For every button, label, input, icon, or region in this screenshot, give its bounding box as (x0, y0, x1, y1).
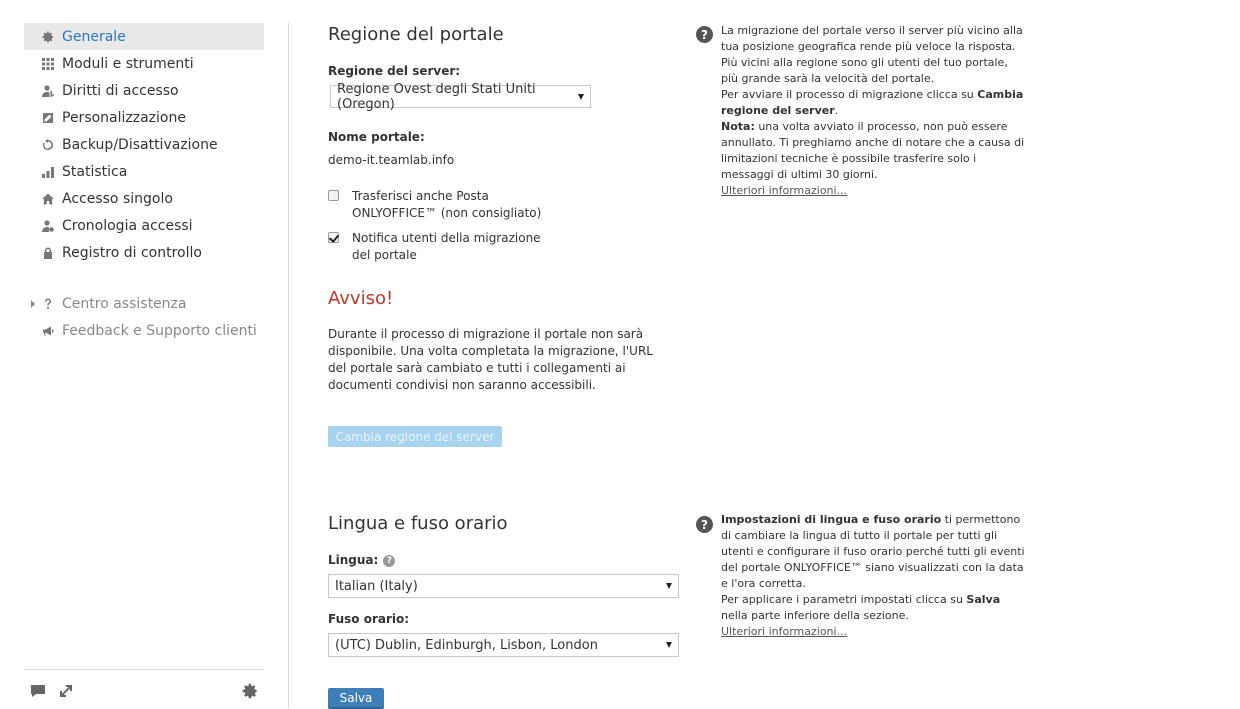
timezone-value: (UTC) Dublin, Edinburgh, Lisbon, London (335, 637, 598, 653)
help-paragraph: Impostazioni di lingua e fuso orario ti permettono di cambiare la lingua di tutto il portale per tutti gli utenti e configurare il fuso orario perché tutti gli eventi del portale ONLYOFFICE™ siano visualizzati con la data e l'ora corretta. (721, 513, 1025, 590)
grid-icon (42, 58, 54, 70)
more-info-link[interactable]: Ulteriori informazioni... (721, 625, 848, 638)
sidebar-item-feedback[interactable] (24, 317, 264, 344)
sidebar-item-generale[interactable] (24, 23, 264, 50)
sidebar-item-label: Feedback e Supporto clienti (62, 322, 257, 339)
language-help-icon[interactable]: ? (383, 555, 395, 567)
settings-gear-icon[interactable] (242, 683, 258, 699)
sidebar-item-statistica[interactable] (24, 158, 264, 185)
sidebar-item-label: Statistica (62, 163, 128, 180)
more-info-link[interactable]: Ulteriori informazioni... (721, 184, 848, 197)
chat-icon[interactable] (30, 683, 46, 699)
help-question-icon: ? (696, 516, 713, 533)
sidebar-item-label: Generale (62, 28, 126, 45)
server-region-label: Regione del server: (328, 64, 461, 78)
sidebar-footer (24, 669, 264, 708)
user-key-icon (42, 85, 54, 97)
portal-name-label: Nome portale: (328, 130, 425, 144)
sidebar-item-diritti[interactable] (24, 77, 264, 104)
sidebar-item-centro-assistenza[interactable] (24, 290, 264, 317)
sidebar-nav (24, 23, 264, 344)
language-value: Italian (Italy) (335, 578, 418, 594)
language-help-panel (721, 512, 1025, 640)
bar-chart-icon (42, 166, 54, 178)
warning-title: Avviso! (328, 288, 394, 309)
sidebar-item-label: Centro assistenza (62, 295, 187, 312)
help-question-icon: ? (696, 26, 713, 43)
lock-icon (42, 247, 54, 259)
language-label: Lingua: ? (328, 553, 395, 567)
help-paragraph: Per avviare il processo di migrazione clicca su Cambia regione del server. (721, 88, 1024, 117)
portal-name-value: demo-it.teamlab.info (328, 153, 455, 167)
sidebar-item-label: Personalizzazione (62, 109, 186, 126)
language-select[interactable] (328, 574, 679, 598)
sidebar-item-label: Diritti di accesso (62, 82, 179, 99)
expand-icon[interactable] (58, 683, 74, 699)
restore-icon (42, 139, 54, 151)
sidebar-item-moduli[interactable] (24, 50, 264, 77)
transfer-mail-label: Trasferisci anche Posta ONLYOFFICE™ (non consigliato) (352, 189, 542, 220)
sidebar-item-label: Backup/Disattivazione (62, 136, 218, 153)
timezone-label: Fuso orario: (328, 612, 410, 626)
notify-users-label: Notifica utenti della migrazione del portale (352, 231, 541, 262)
help-paragraph: La migrazione del portale verso il server più vicino alla tua posizione geografica rende più veloce la risposta. Più vicini alla regione sono gli utenti del tuo portale, più grande sarà la velocità del portale. (721, 24, 1023, 85)
notify-users-option[interactable] (328, 230, 568, 264)
edit-icon (42, 112, 54, 124)
sidebar-item-personalizzazione[interactable] (24, 104, 264, 131)
home-icon (42, 193, 54, 205)
dropdown-arrow-icon (666, 583, 672, 589)
question-icon (42, 298, 54, 310)
gear-icon (42, 31, 54, 43)
megaphone-icon (42, 325, 54, 337)
expand-caret-icon[interactable] (31, 300, 35, 308)
server-region-select[interactable] (330, 81, 591, 112)
timezone-select[interactable] (328, 633, 679, 657)
sidebar-item-backup[interactable] (24, 131, 264, 158)
help-note: Nota: una volta avviato il processo, non può essere annullato. Ti preghiamo anche di notare che a causa di limitazioni tecniche è possibile trasferire solo i messaggi di ultimi 30 giorni. (721, 120, 1025, 181)
section-title-regione: Regione del portale (328, 24, 504, 45)
notify-users-checkbox[interactable] (328, 232, 339, 243)
server-region-value: Regione Ovest degli Stati Uniti (Oregon) (337, 81, 536, 112)
help-paragraph: Per applicare i parametri impostati clicca su Salva nella parte inferiore della sezione. (721, 593, 1001, 622)
sidebar-item-cronologia[interactable] (24, 212, 264, 239)
sidebar-item-label: Accesso singolo (62, 190, 173, 207)
sidebar-item-accesso-singolo[interactable] (24, 185, 264, 212)
sidebar-item-label: Moduli e strumenti (62, 55, 194, 72)
transfer-mail-checkbox[interactable] (328, 190, 339, 201)
user-history-icon (42, 220, 54, 232)
warning-text: Durante il processo di migrazione il portale non sarà disponibile. Una volta completata la migrazione, l'URL del portale sarà cambiato e tutti i collegamenti ai documenti condivisi non saranno accessibili. (328, 327, 653, 392)
region-help-panel (721, 23, 1025, 199)
sidebar-item-label: Cronologia accessi (62, 217, 193, 234)
save-button[interactable]: Salva (328, 688, 384, 709)
dropdown-arrow-icon (578, 94, 584, 100)
sidebar-item-label: Registro di controllo (62, 244, 202, 261)
sidebar-item-registro[interactable] (24, 239, 264, 266)
section-title-lingua: Lingua e fuso orario (328, 513, 508, 534)
sidebar-divider (288, 23, 289, 708)
change-region-button[interactable]: Cambia regione del server (328, 426, 502, 447)
transfer-mail-option[interactable] (328, 188, 568, 222)
dropdown-arrow-icon (666, 642, 672, 648)
